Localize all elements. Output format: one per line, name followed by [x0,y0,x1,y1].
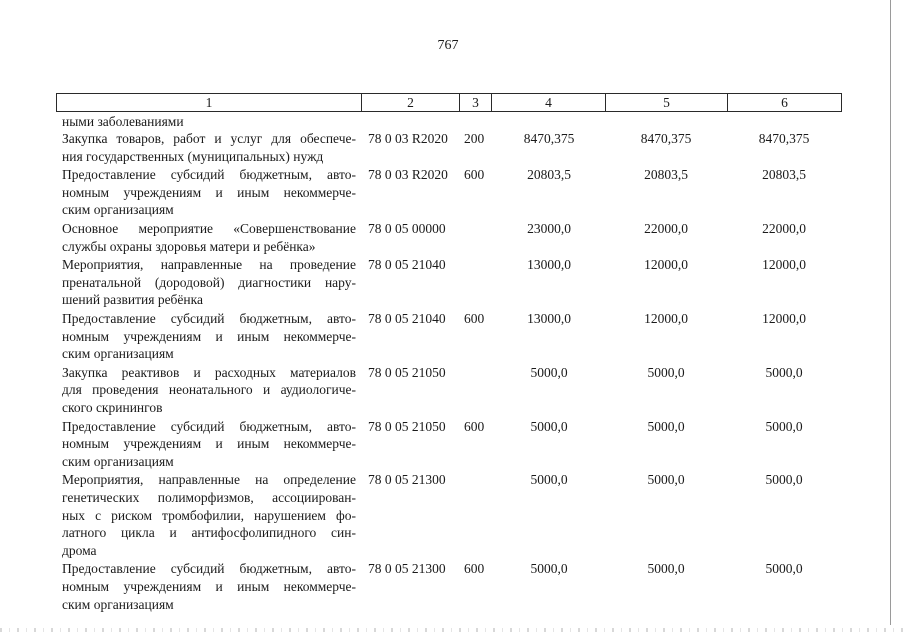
page-number: 767 [437,38,459,53]
description-line: номным учреждениям и иным некоммерче- [62,328,356,344]
amount-year-1: 23000,0 [527,221,571,236]
amount-year-1: 13000,0 [527,257,571,273]
continuation-text: ными заболеваниями [62,114,184,129]
expense-type-code: 600 [464,167,485,183]
description-line: Мероприятия, направленные на проведение [62,257,356,273]
amount-year-2: 5000,0 [647,561,685,577]
row-description [62,220,356,255]
column-header-row [57,94,842,112]
amount-year-3: 5000,0 [765,561,803,577]
target-article-code: 78 0 05 21300 [368,561,446,577]
amount-year-2: 8470,375 [640,131,692,146]
row-description [62,418,356,471]
row-description [62,130,356,165]
amount-year-3: 5000,0 [765,364,803,380]
description-line: ния государственных (муниципальных) нужд [62,148,324,164]
column-header-table [56,93,842,112]
description-line: Предоставление субсидий бюджетным, авто- [62,561,356,577]
target-article-code: 78 0 05 21300 [368,472,446,488]
row-description [62,364,356,417]
amount-year-1: 20803,5 [527,167,571,183]
column-header-cell: 3 [460,94,492,112]
target-article-code: 78 0 05 21050 [368,418,446,434]
target-article-code: 78 0 05 21040 [368,311,446,326]
row-description [62,310,356,363]
expense-type-code: 600 [464,311,485,326]
amount-year-2: 22000,0 [644,221,688,236]
scan-noise [0,628,905,632]
column-header-cell: 5 [606,94,728,112]
row-description [62,256,356,309]
description-line: номным учреждениям и иным некоммерче- [62,578,356,594]
description-line: ных с риском тромбофилии, нарушением фо- [62,507,356,523]
amount-year-3: 20803,5 [762,167,806,183]
description-line: Предоставление субсидий бюджетным, авто- [62,418,356,434]
description-line: ским организациям [62,202,174,218]
expense-type-code: 200 [464,131,485,146]
description-line: генетических полиморфизмов, ассоциирован- [62,489,356,505]
amount-year-3: 8470,375 [758,131,810,146]
amount-year-2: 5000,0 [647,418,685,434]
description-line: номным учреждениям и иным некоммерче- [62,184,356,200]
amount-year-1: 5000,0 [530,561,568,577]
description-line: номным учреждениям и иным некоммерче- [62,436,356,452]
description-line: шений развития ребёнка [62,292,203,308]
description-line: для проведения неонатального и аудиологиче- [62,382,356,398]
amount-year-2: 5000,0 [647,472,685,488]
description-line: Закупка товаров, работ и услуг для обеспече- [62,131,356,146]
amount-year-3: 12000,0 [762,257,806,273]
amount-year-3: 22000,0 [762,221,806,236]
column-header-cell: 2 [362,94,460,112]
amount-year-1: 5000,0 [530,418,568,434]
description-line: Основное мероприятие «Совершенствование [62,221,356,236]
description-line: Предоставление субсидий бюджетным, авто- [62,311,356,326]
description-line: ским организациям [62,596,174,612]
amount-year-3: 12000,0 [762,311,806,326]
amount-year-3: 5000,0 [765,472,803,488]
description-line: Предоставление субсидий бюджетным, авто- [62,167,356,183]
column-header-cell: 6 [728,94,842,112]
amount-year-2: 12000,0 [644,257,688,273]
amount-year-1: 13000,0 [527,311,571,326]
target-article-code: 78 0 05 00000 [368,221,446,236]
amount-year-2: 12000,0 [644,311,688,326]
target-article-code: 78 0 05 21050 [368,364,446,380]
expense-type-code: 600 [464,561,485,577]
description-line: Закупка реактивов и расходных материалов [62,364,356,380]
description-line: пренатальной (дородовой) диагностики нару- [62,274,356,290]
description-line: ского скринингов [62,399,163,415]
description-line: ским организациям [62,453,174,469]
target-article-code: 78 0 03 R2020 [368,131,448,146]
page-edge-line [890,0,891,625]
expense-type-code: 600 [464,418,485,434]
row-description [62,560,356,613]
target-article-code: 78 0 05 21040 [368,257,446,273]
column-header-cell: 1 [57,94,362,112]
amount-year-1: 5000,0 [530,364,568,380]
row-description [62,471,356,559]
description-line: ским организациям [62,346,174,362]
amount-year-3: 5000,0 [765,418,803,434]
row-description [62,166,356,219]
description-line: Мероприятия, направленные на определение [62,472,356,488]
description-line: дрома [62,542,97,558]
amount-year-2: 5000,0 [647,364,685,380]
amount-year-1: 5000,0 [530,472,568,488]
description-line: латного цикла и антифосфолипидного син- [62,525,356,541]
target-article-code: 78 0 03 R2020 [368,167,448,183]
column-header-cell: 4 [492,94,606,112]
amount-year-1: 8470,375 [523,131,575,146]
description-line: службы охраны здоровья матери и ребёнка» [62,238,316,254]
amount-year-2: 20803,5 [644,167,688,183]
